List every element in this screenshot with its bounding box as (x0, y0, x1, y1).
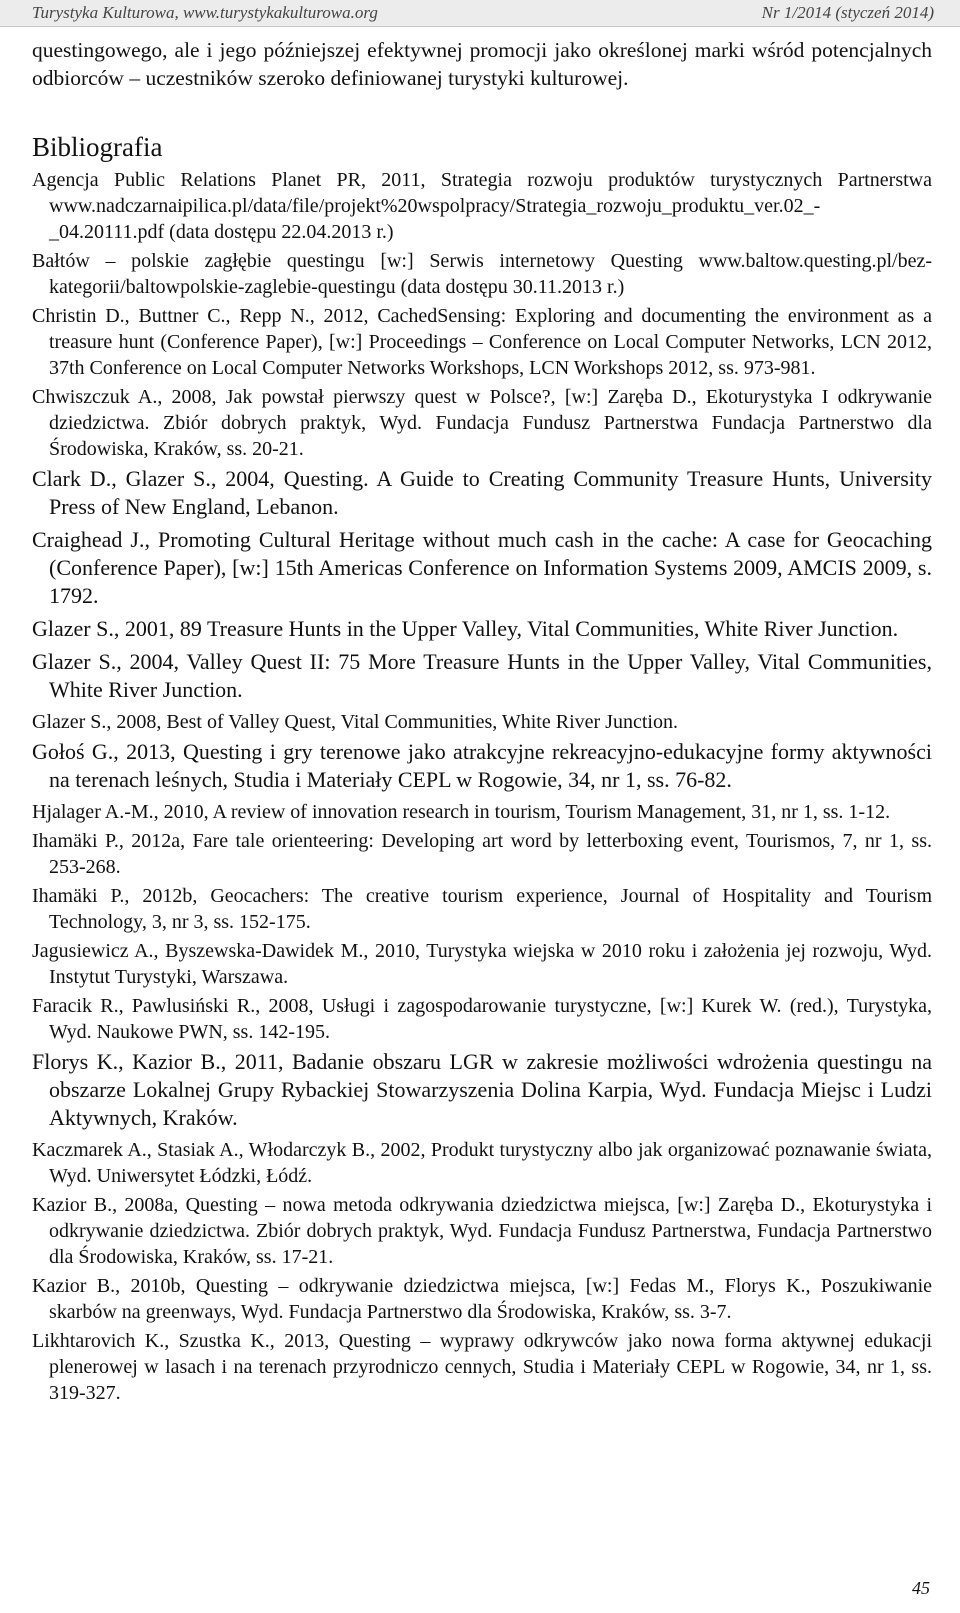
bibliography-entry: Gołoś G., 2013, Questing i gry terenowe jako atrakcyjne rekreacyjno-edukacyjne formy aktywności na terenach leśnych, Studia i Materiały CEPL w Rogowie, 34, nr 1, ss. 76-82. (32, 739, 932, 792)
bibliography-entry: Chwiszczuk A., 2008, Jak powstał pierwszy quest w Polsce?, [w:] Zaręba D., Ekoturystyka I odkrywanie dziedzictwa. Zbiór dobrych praktyk, Wyd. Fundacja Fundusz Partnerstwa Fundacja Partnerstwo dla Środowiska, Kraków, ss. 20-21. (32, 386, 932, 460)
bibliography-entry: Glazer S., 2001, 89 Treasure Hunts in the Upper Valley, Vital Communities, White River Junction. (32, 616, 899, 641)
bibliography-entry: Hjalager A.-M., 2010, A review of innovation research in tourism, Tourism Management, 31, nr 1, ss. 1-12. (32, 801, 891, 823)
bibliography-entry: Faracik R., Pawlusiński R., 2008, Usługi i zagospodarowanie turystyczne, [w:] Kurek W. (red.), Turystyka, Wyd. Naukowe PWN, ss. 142-195. (32, 995, 932, 1043)
page-content (32, 36, 932, 1409)
bibliography-entry: Kazior B., 2010b, Questing – odkrywanie dziedzictwa miejsca, [w:] Fedas M., Florys K., Poszukiwanie skarbów na greenways, Wyd. Fundacja Partnerstwo dla Środowiska, Kraków, ss. 3-7. (32, 1275, 932, 1323)
journal-title: Turystyka Kulturowa, www.turystykakulturowa.org (32, 3, 378, 22)
bibliography-entry: Craighead J., Promoting Cultural Heritage without much cash in the cache: A case for Geocaching (Conference Paper), [w:] 15th Americas Conference on Information Systems 2009, AMCIS 2009, s. 1792. (32, 527, 932, 608)
bibliography-entry: Jagusiewicz A., Byszewska-Dawidek M., 2010, Turystyka wiejska w 2010 roku i założenia jej rozwoju, Wyd. Instytut Turystyki, Warszawa. (32, 940, 932, 988)
bibliography-entry: Kazior B., 2008a, Questing – nowa metoda odkrywania dziedzictwa miejsca, [w:] Zaręba D., Ekoturystyka i odkrywanie dziedzictwa. Zbiór dobrych praktyk, Wyd. Fundacja Fundusz Partnerstwa, Fundacja Partnerstwo dla Środowiska, Kraków, ss. 17-21. (32, 1194, 932, 1268)
bibliography-list (32, 167, 932, 1406)
bibliography-entry: Bałtów – polskie zagłębie questingu [w:] Serwis internetowy Questing www.baltow.questing.pl/bez-kategorii/baltowpolskie-zaglebie-questingu (data dostępu 30.11.2013 r.) (32, 250, 932, 298)
bibliography-entry: Clark D., Glazer S., 2004, Questing. A Guide to Creating Community Treasure Hunts, University Press of New England, Lebanon. (32, 466, 932, 519)
bibliography-entry: Glazer S., 2008, Best of Valley Quest, Vital Communities, White River Junction. (32, 711, 678, 733)
bibliography-entry: Likhtarovich K., Szustka K., 2013, Questing – wyprawy odkrywców jako nowa forma aktywnej edukacji plenerowej w lasach i na terenach przyrodniczo cennych, Studia i Materiały CEPL w Rogowie, 34, nr 1, ss. 319-327. (32, 1330, 932, 1404)
intro-paragraph: questingowego, ale i jego późniejszej efektywnej promocji jako określonej marki wśród potencjalnych odbiorców – uczestników szeroko definiowanej turystyki kulturowej. (32, 38, 932, 90)
bibliography-entry: Kaczmarek A., Stasiak A., Włodarczyk B., 2002, Produkt turystyczny albo jak organizować poznawanie świata, Wyd. Uniwersytet Łódzki, Łódź. (32, 1139, 932, 1187)
running-header (0, 0, 960, 27)
issue-info: Nr 1/2014 (styczeń 2014) (761, 3, 934, 22)
bibliography-entry: Agencja Public Relations Planet PR, 2011, Strategia rozwoju produktów turystycznych Partnerstwa www.nadczarnaipilica.pl/data/file/projekt%20wspolpracy/Strategia_rozwoju_produktu_ver.02_-_04.20111.pdf (data dostępu 22.04.2013 r.) (32, 169, 932, 243)
bibliography-entry: Christin D., Buttner C., Repp N., 2012, CachedSensing: Exploring and documenting the environment as a treasure hunt (Conference Paper), [w:] Proceedings – Conference on Local Computer Networks, LCN 2012, 37th Conference on Local Computer Networks Workshops, LCN Workshops 2012, ss. 973-981. (32, 305, 932, 379)
bibliography-entry: Florys K., Kazior B., 2011, Badanie obszaru LGR w zakresie możliwości wdrożenia questingu na obszarze Lokalnej Grupy Rybackiej Stowarzyszenia Dolina Karpia, Wyd. Fundacja Miejsc i Ludzi Aktywnych, Kraków. (32, 1049, 932, 1130)
section-heading: Bibliografia (32, 132, 163, 162)
bibliography-entry: Ihamäki P., 2012b, Geocachers: The creative tourism experience, Journal of Hospitality and Tourism Technology, 3, nr 3, ss. 152-175. (32, 885, 932, 933)
bibliography-entry: Glazer S., 2004, Valley Quest II: 75 More Treasure Hunts in the Upper Valley, Vital Communities, White River Junction. (32, 649, 932, 702)
page-number: 45 (912, 1578, 930, 1598)
bibliography-entry: Ihamäki P., 2012a, Fare tale orienteering: Developing art word by letterboxing event, Tourismos, 7, nr 1, ss. 253-268. (32, 830, 932, 878)
